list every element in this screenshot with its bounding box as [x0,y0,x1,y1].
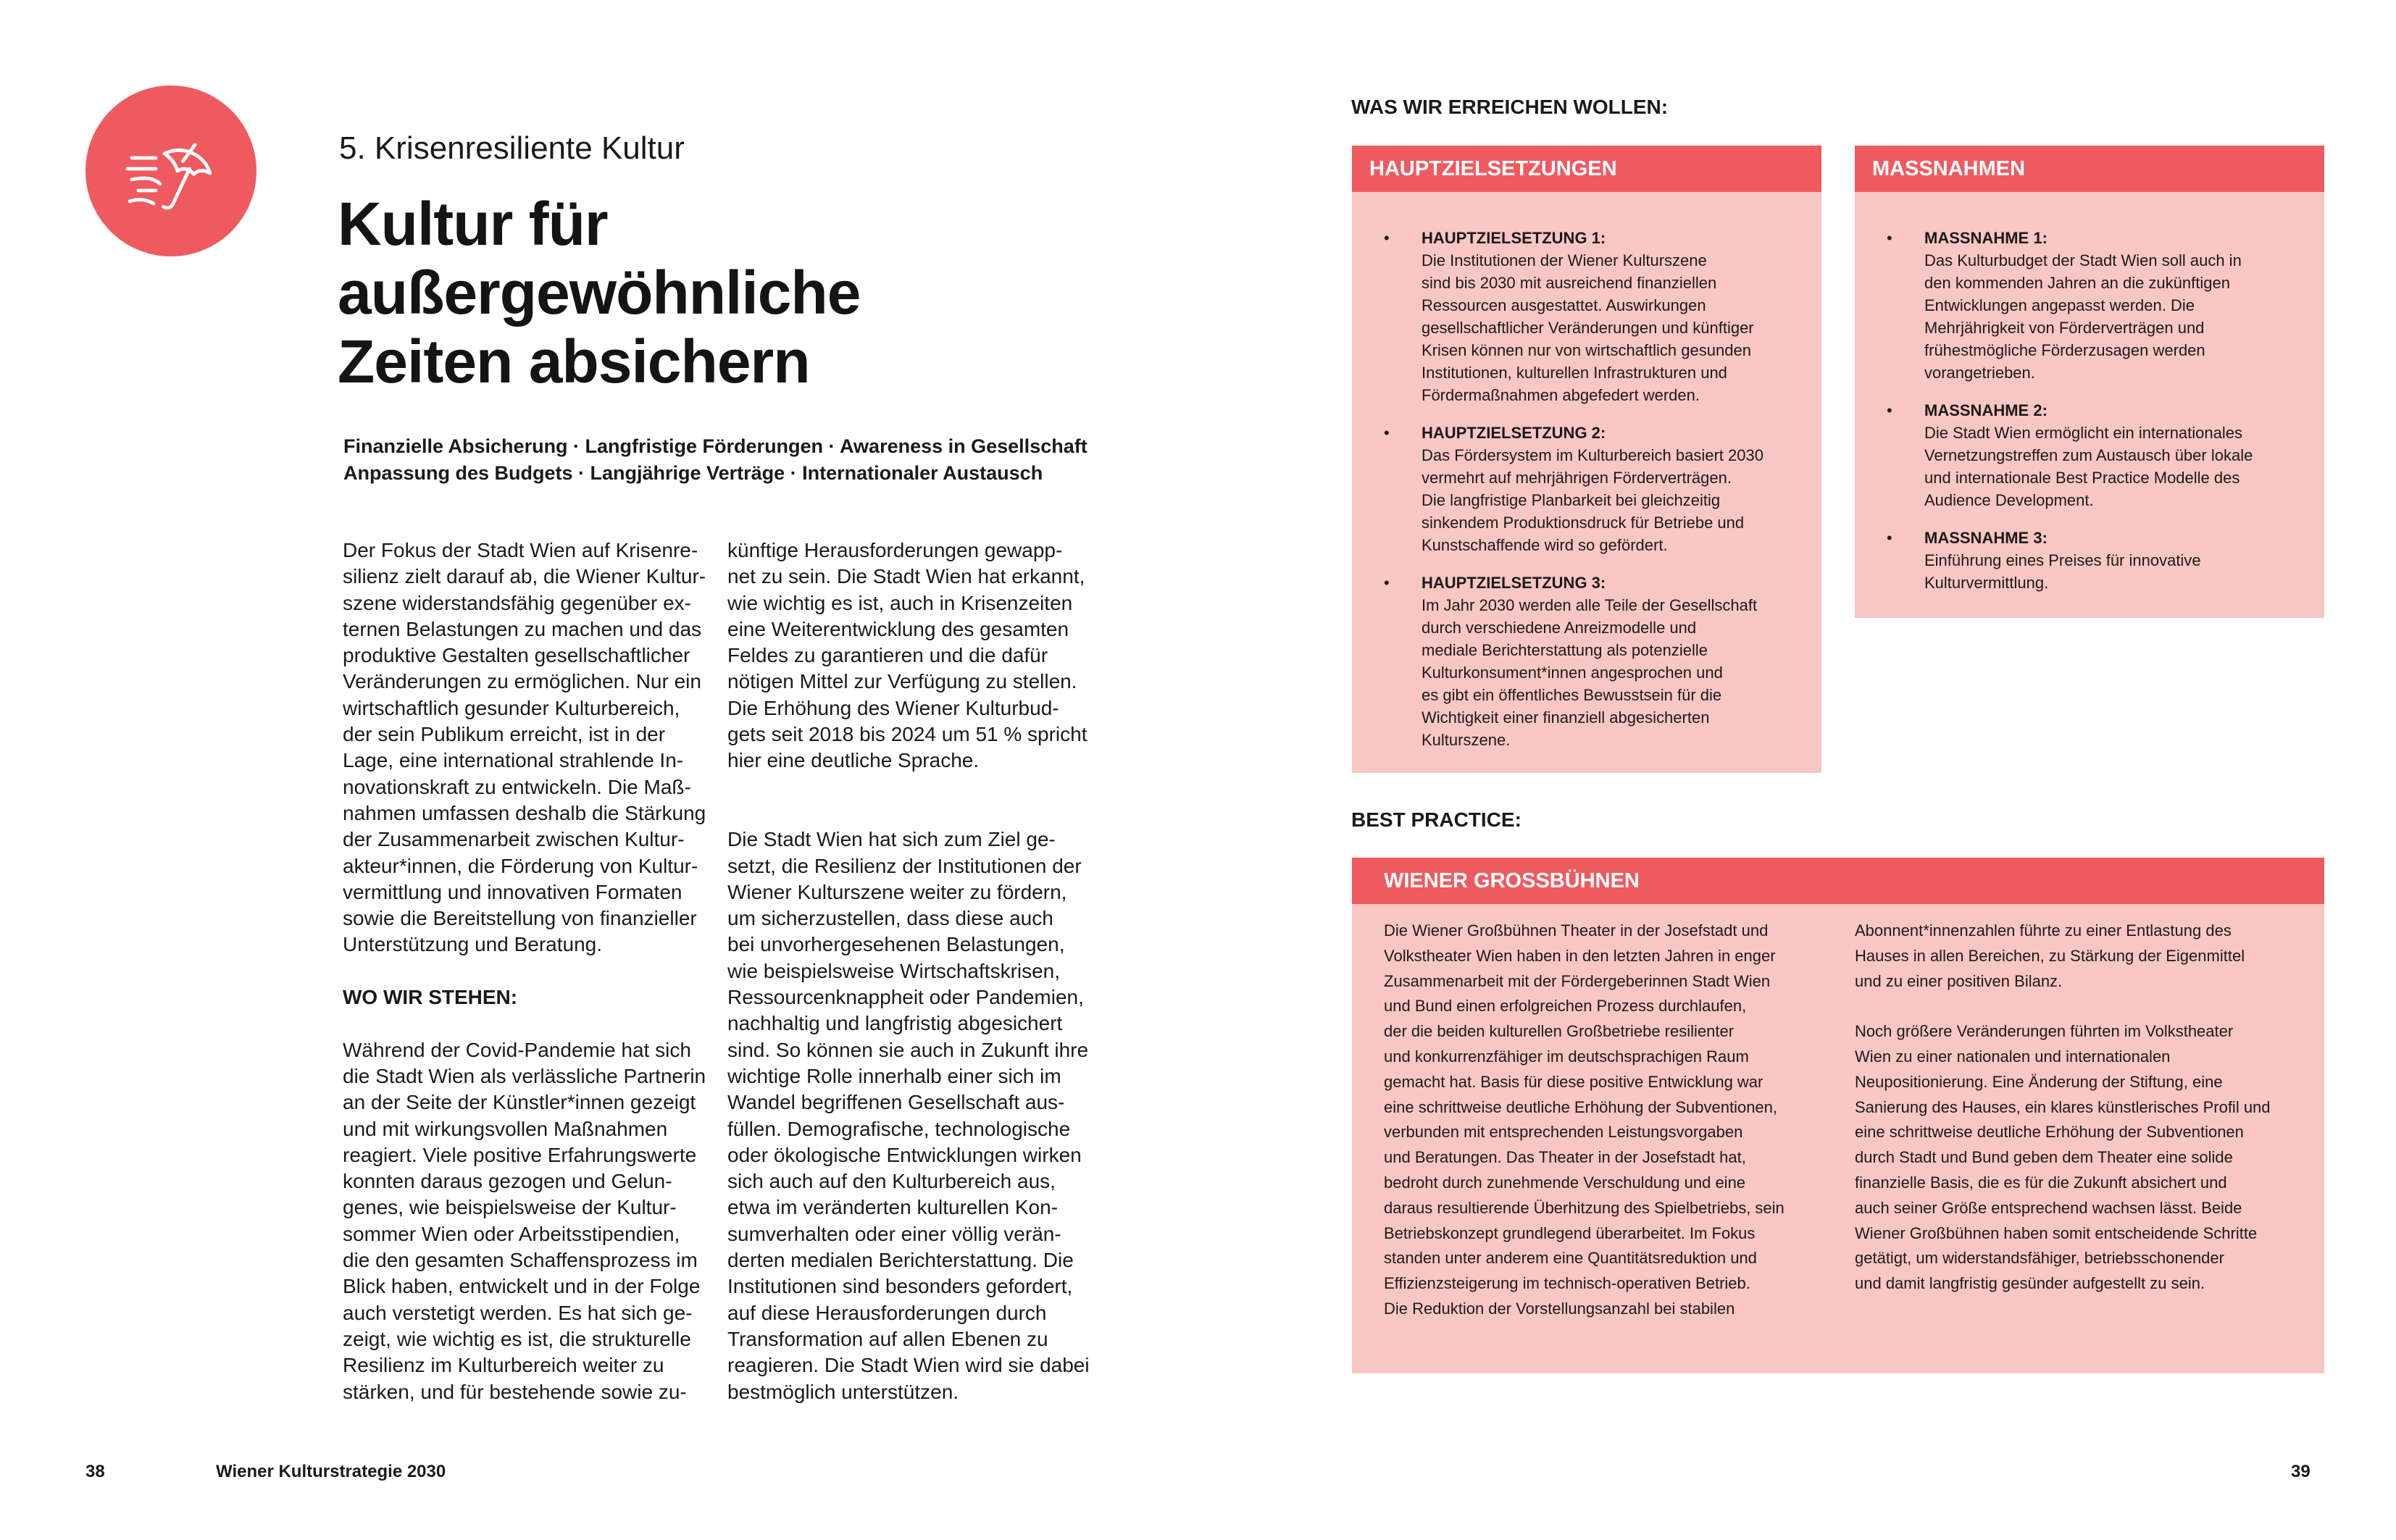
text-line: Volkstheater Wien haben in den letzten Jahren in enger [1384,946,1776,965]
text-line: konnten daraus gezogen und Gelun- [343,1170,672,1193]
text-line: Ressourcenknappheit oder Pandemien, [727,986,1084,1009]
goals-section-label: WAS WIR ERREICHEN WOLLEN: [1351,96,1669,118]
measures-list [1855,192,2324,594]
goal-title: HAUPTZIELSETZUNG 1: [1422,229,1606,247]
text-line: der Zusammenarbeit zwischen Kultur- [343,828,685,851]
text-line: sommer Wien oder Arbeitsstipendien, [343,1222,680,1245]
bullet: • [1887,529,1892,547]
text-line: und zu einer positiven Bilanz. [1855,971,2063,990]
text-line: durch verschiedene Anreizmodelle und [1422,619,1697,637]
text-line: die Stadt Wien als verlässliche Partnerin [343,1064,706,1087]
text-line: Sanierung des Hauses, ein klares künstlerisches Profil und [1855,1097,2271,1116]
text-line: sinkendem Produktionsdruck für Betriebe und [1422,514,1745,532]
text-line: produktive Gestalten gesellschaftlicher [343,644,690,667]
text-line: Fördermaßnahmen abgefedert werden. [1422,386,1700,404]
text-line: der sein Publikum erreicht, ist in der [343,723,666,746]
text-line: bedroht durch zunehmende Verschuldung und eine [1384,1173,1746,1192]
text-line: Das Kulturbudget der Stadt Wien soll auch in [1924,251,2242,269]
text-line: bestmöglich unterstützen. [727,1380,959,1403]
text-line: stärken, und für bestehende sowie zu- [343,1380,687,1403]
chapter-label: 5. Krisenresiliente Kultur [339,130,685,166]
text-line: frühestmögliche Förderzusagen werden [1924,341,2205,359]
text-line: auf diese Herausforderungen durch [727,1301,1047,1324]
text-line: es gibt ein öffentliches Bewusstsein für die [1422,686,1722,704]
text-line: Unterstützung und Beratung. [343,933,603,956]
text-line: Entwicklungen angepasst werden. Die [1924,296,2195,314]
paragraph [727,537,1111,774]
text-line: sind. So können sie auch in Zukunft ihre [727,1038,1089,1061]
text-line: hier eine deutliche Sprache. [727,749,980,772]
text-line: Vernetzungstreffen zum Austausch über lokale [1924,446,2253,464]
text-line: Betriebskonzept grundlegend überarbeitet. Im Fokus [1384,1223,1756,1242]
text-line: Effizienzsteigerung im technisch-operativen Betrieb. [1384,1274,1750,1293]
text-line: Im Jahr 2030 werden alle Teile der Gesellschaft [1422,596,1758,614]
body-column-left [343,537,727,1405]
text-line: Veränderungen zu ermöglichen. Nur ein [343,670,701,693]
text-line: nötigen Mittel zur Verfügung zu stellen. [727,670,1077,693]
best-practice-column-right [1855,918,2311,1297]
page-number-left: 38 [85,1462,105,1481]
text-line: ternen Belastungen zu machen und das [343,617,702,640]
text-line: und damit langfristig gesünder aufgestellt zu sein. [1855,1274,2205,1293]
text-line: Kulturszene. [1422,731,1511,749]
text-line: und Beratungen. Das Theater in der Josefstadt hat, [1384,1148,1746,1167]
text-line: Transformation auf allen Ebenen zu [727,1327,1048,1350]
text-line: Wiener Kulturszene weiter zu fördern, [727,880,1067,903]
goals-box-header: HAUPTZIELSETZUNGEN [1352,146,1821,192]
text-line: gemacht hat. Basis für diese positive Entwicklung war [1384,1072,1763,1091]
text-line: Noch größere Veränderungen führten im Volkstheater [1855,1022,2234,1041]
measures-box-header: MASSNAHMEN [1855,146,2324,192]
text-line: Die Erhöhung des Wiener Kulturbud- [727,696,1059,719]
text-line: die den gesamten Schaffensprozess im [343,1249,698,1272]
umbrella-wind-icon [117,117,225,225]
text-line: Wiener Großbühnen haben somit entscheidende Schritte [1855,1223,2258,1242]
measure-item [1887,227,2310,384]
text-line: finanzielle Basis, die es für die Zukunft absichert und [1855,1173,2227,1192]
text-line: und konkurrenzfähiger im deutschsprachigen Raum [1384,1047,1749,1066]
measure-title: MASSNAHME 1: [1924,229,2048,247]
text-line: standen unter anderem eine Quantitätsreduktion und [1384,1249,1757,1268]
measure-item [1887,527,2310,594]
text-line: bei unvorhergesehenen Belastungen, [727,933,1065,956]
publication-title: Wiener Kulturstrategie 2030 [216,1462,446,1481]
text-line: füllen. Demografische, technologische [727,1117,1071,1140]
text-line: Feldes zu garantieren und die dafür [727,644,1048,667]
text-line: setzt, die Resilienz der Institutionen der [727,854,1082,877]
best-practice-column-left [1384,918,1833,1322]
text-line: verbunden mit entsprechenden Leistungsvorgaben [1384,1123,1743,1142]
text-line: Wandel begriffenen Gesellschaft aus- [727,1091,1065,1114]
goal-item [1384,227,1807,406]
title-line: außergewöhnliche [338,259,861,327]
text-line: vermehrt auf mehrjährigen Förderverträgen. [1422,469,1732,487]
text-line: Kulturvermittlung. [1924,574,2049,592]
text-line: und mit wirkungsvollen Maßnahmen [343,1117,668,1140]
text-line: szene widerstandsfähig gegenüber ex- [343,591,691,614]
text-line: wie wichtig es ist, auch in Krisenzeiten [727,591,1073,614]
text-line: etwa im veränderten kulturellen Kon- [727,1196,1059,1219]
text-line: net zu sein. Die Stadt Wien hat erkannt, [727,565,1085,588]
measure-title: MASSNAHME 2: [1924,401,2048,419]
text-line: nachhaltig und langfristig abgesichert [727,1012,1063,1035]
text-line: reagieren. Die Stadt Wien wird sie dabei [727,1354,1090,1377]
text-line: wichtige Rolle innerhalb einer sich im [727,1064,1061,1087]
text-line: Blick haben, entwickelt und in der Folge [343,1275,701,1298]
goals-list [1352,192,1821,751]
text-line: Zusammenarbeit mit der Fördergeberinnen Stadt Wien [1384,971,1771,990]
goal-item [1384,422,1807,556]
paragraph [727,827,1111,1405]
body-column-right [727,537,1111,1405]
text-line: Abonnent*innenzahlen führte zu einer Entlastung des [1855,921,2232,940]
text-line: an der Seite der Künstler*innen gezeigt [343,1091,696,1114]
page-title [338,190,990,396]
bullet: • [1887,229,1892,247]
text-line: gets seit 2018 bis 2024 um 51 % spricht [727,723,1088,746]
intro-paragraph [343,537,727,958]
keyword-line: Finanzielle Absicherung · Langfristige Förderungen · Awareness in Gesellschaft [343,435,1088,457]
text-line: auch seiner Größe entsprechend wachsen lässt. Beide [1855,1198,2242,1217]
text-line: sumverhalten oder einer völlig verän- [727,1222,1061,1245]
chapter-icon-badge [85,85,256,256]
text-line: Kunstschaffende wird so gefördert. [1422,536,1668,554]
text-line: eine Weiterentwicklung des gesamten [727,617,1069,640]
text-line: um sicherzustellen, dass diese auch [727,907,1053,930]
text-line: akteur*innen, die Förderung von Kultur- [343,854,698,877]
best-practice-header: WIENER GROSSBÜHNEN [1352,858,2324,904]
goal-title: HAUPTZIELSETZUNG 3: [1422,574,1606,592]
measures-box [1855,146,2324,618]
text-line: Kulturkonsument*innen angesprochen und [1422,664,1723,682]
status-paragraph [343,1037,727,1405]
text-line: Die Stadt Wien hat sich zum Ziel ge- [727,828,1056,851]
text-line: Hauses in allen Bereichen, zu Stärkung der Eigenmittel [1855,946,2245,965]
page-number-right: 39 [2291,1462,2311,1481]
text-line: novationskraft zu entwickeln. Die Maß- [343,775,691,798]
text-line: Audience Development. [1924,491,2094,509]
bullet: • [1384,574,1390,592]
text-line: oder ökologische Entwicklungen wirken [727,1143,1082,1166]
text-line: Wien zu einer nationalen und internationalen [1855,1047,2171,1066]
text-line: Neupositionierung. Eine Änderung der Stiftung, eine [1855,1072,2223,1091]
text-line: Institutionen sind besonders gefordert, [727,1275,1073,1298]
measure-item [1887,399,2310,511]
title-line: Kultur für [338,190,608,258]
text-line: wie beispielsweise Wirtschaftskrisen, [727,959,1061,982]
text-line: den kommenden Jahren an die zukünftigen [1924,274,2230,292]
text-line: durch Stadt und Bund geben dem Theater eine solide [1855,1148,2233,1167]
goals-box [1352,146,1821,773]
text-line: mediale Berichterstattung als potenzielle [1422,641,1708,659]
text-line: Die Institutionen der Wiener Kulturszene [1422,251,1707,269]
text-line: eine schrittweise deutliche Erhöhung der Subventionen [1855,1123,2244,1142]
text-line: zeigt, wie wichtig es ist, die strukturelle [343,1327,691,1350]
text-line: Institutionen, kulturellen Infrastrukturen und [1422,364,1727,382]
text-line: Die Reduktion der Vorstellungsanzahl bei stabilen [1384,1299,1735,1318]
text-line: und internationale Best Practice Modelle des [1924,469,2240,487]
text-line: gesellschaftlicher Veränderungen und künftiger [1422,319,1754,337]
text-line: Ressourcen ausgestattet. Auswirkungen [1422,296,1706,314]
text-line: Mehrjährigkeit von Förderverträgen und [1924,319,2205,337]
text-line: nahmen umfassen deshalb die Stärkung [343,801,706,824]
text-line: Der Fokus der Stadt Wien auf Krisenre- [343,539,698,561]
bullet: • [1384,229,1390,247]
measure-title: MASSNAHME 3: [1924,529,2048,547]
text-line: Einführung eines Preises für innovative [1924,551,2201,569]
best-practice-box [1352,858,2324,1373]
best-practice-label: BEST PRACTICE: [1351,808,1521,831]
keyword-line: Anpassung des Budgets · Langjährige Verträge · Internationaler Austausch [343,462,1043,484]
keywords [343,433,1140,487]
text-line: silienz zielt darauf ab, die Wiener Kultur- [343,565,706,588]
text-line: sowie die Bereitstellung von finanzieller [343,907,697,930]
text-line: sind bis 2030 mit ausreichend finanziellen [1422,274,1717,292]
text-line: auch verstetigt werden. Es hat sich ge- [343,1301,693,1324]
text-line: Krisen können nur von wirtschaftlich gesunden [1422,341,1751,359]
goal-item [1384,572,1807,751]
text-line: künftige Herausforderungen gewapp- [727,539,1063,561]
text-line: der die beiden kulturellen Großbetriebe resilienter [1384,1022,1735,1041]
text-line: daraus resultierende Überhitzung des Spielbetriebs, sein [1384,1198,1785,1217]
text-line: Die Stadt Wien ermöglicht ein internationales [1924,424,2243,442]
bullet: • [1384,424,1390,442]
goal-title: HAUPTZIELSETZUNG 2: [1422,424,1606,442]
text-line: Die Wiener Großbühnen Theater in der Josefstadt und [1384,921,1769,940]
text-line: Das Fördersystem im Kulturbereich basiert 2030 [1422,446,1763,464]
text-line: Wichtigkeit einer finanziell abgesicherten [1422,708,1710,727]
text-line: Lage, eine international strahlende In- [343,749,684,772]
text-line: Die langfristige Planbarkeit bei gleichzeitig [1422,491,1721,509]
text-line: vermittlung und innovativen Formaten [343,880,683,903]
text-line: reagiert. Viele positive Erfahrungswerte [343,1143,697,1166]
title-line: Zeiten absichern [338,327,810,396]
text-line: eine schrittweise deutliche Erhöhung der Subventionen, [1384,1097,1778,1116]
text-line: Resilienz im Kulturbereich weiter zu [343,1354,664,1377]
text-line: derten medialen Berichterstattung. Die [727,1249,1074,1272]
text-line: getätigt, um widerstandsfähiger, betriebsschonender [1855,1249,2224,1268]
text-line: Während der Covid-Pandemie hat sich [343,1038,691,1061]
text-line: wirtschaftlich gesunder Kulturbereich, [343,696,680,719]
text-line: vorangetrieben. [1924,364,2035,382]
section-heading-status: WO WIR STEHEN: [343,986,518,1009]
text-line: und Bund einen erfolgreichen Prozess durchlaufen, [1384,997,1747,1016]
bullet: • [1887,401,1892,419]
text-line: genes, wie beispielsweise der Kultur- [343,1196,677,1219]
text-line: sich auch auf den Kulturbereich aus, [727,1170,1056,1193]
